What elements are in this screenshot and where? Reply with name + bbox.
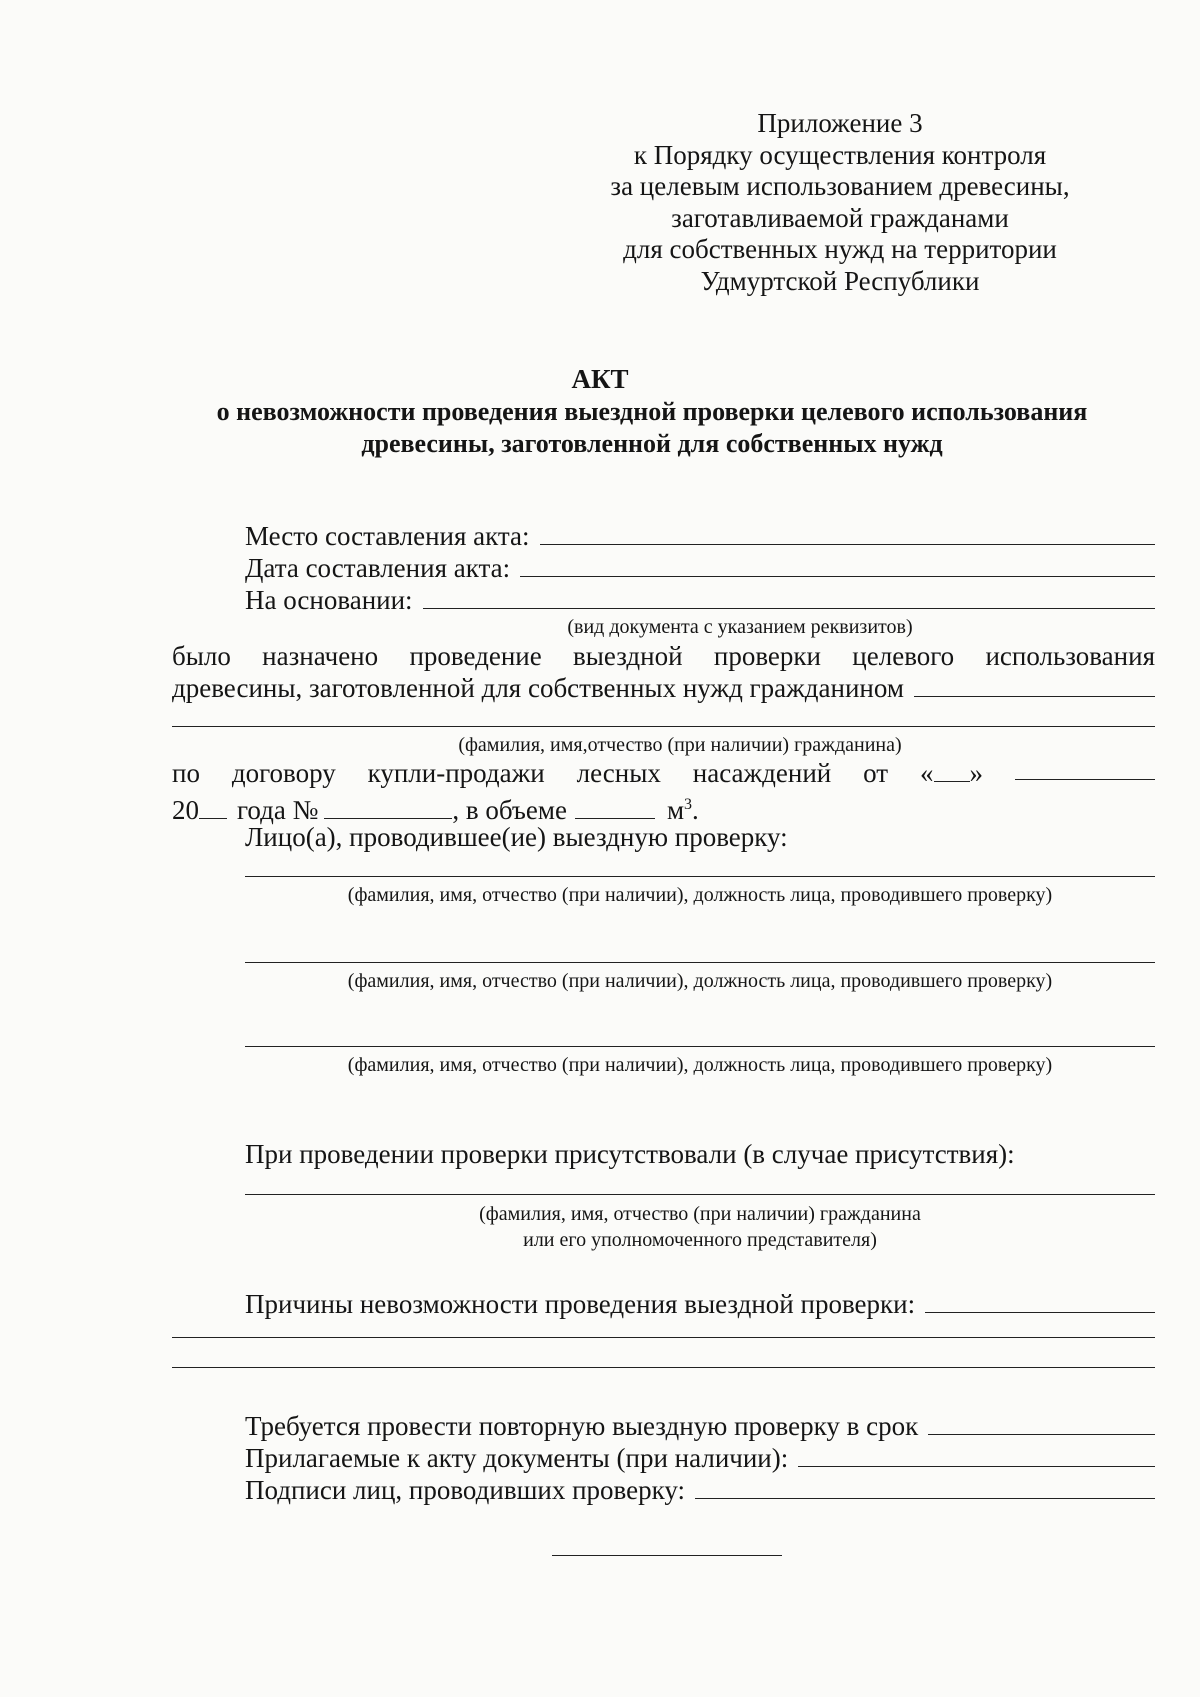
contract-day: « » (920, 758, 983, 788)
present-caption-2: или его уполномоченного представителя) (523, 1229, 877, 1251)
contract-number-field[interactable] (324, 796, 452, 819)
reasons-row (245, 1288, 1155, 1320)
inspector-line-1[interactable] (245, 876, 1155, 877)
body-word: купли-продажи (367, 758, 545, 788)
signatures-label: Подписи лиц, проводивших проверку: (245, 1475, 685, 1505)
body-word: выездной (573, 641, 683, 671)
document-subtitle (150, 396, 1154, 460)
end-separator (552, 1555, 782, 1556)
body-word: целевого (852, 641, 955, 671)
basis-field[interactable] (423, 586, 1155, 609)
repeat-row (245, 1410, 1155, 1442)
body-word: проверки (713, 641, 821, 671)
reasons-line-3[interactable] (172, 1367, 1155, 1368)
basis-row (245, 584, 1155, 616)
body-word: от (863, 758, 889, 788)
inspector-line-2[interactable] (245, 962, 1155, 963)
citizen-name-line[interactable] (172, 726, 1155, 727)
signatures-row (245, 1474, 1155, 1506)
inspectors-row (245, 821, 788, 853)
appendix-line: Приложение 3 (757, 108, 923, 138)
body-word: по (172, 758, 200, 788)
volume-unit: $м^3$. (666, 795, 699, 825)
subtitle-line: древесины, заготовленной для собственных нужд (361, 429, 943, 458)
day-field[interactable] (934, 759, 970, 782)
volume-field[interactable] (575, 796, 655, 819)
body-word: было (172, 641, 231, 671)
year-field[interactable] (199, 796, 227, 819)
month-field[interactable] (1015, 757, 1155, 780)
date-field[interactable] (520, 554, 1155, 577)
present-caption-1: (фамилия, имя, отчество (при наличии) гражданина (479, 1203, 921, 1225)
citizen-field[interactable] (914, 674, 1155, 697)
body-word: насаждений (692, 758, 832, 788)
inspector-caption-3: (фамилия, имя, отчество (при наличии), должность лица, проводившего проверку) (347, 1054, 1053, 1076)
date-label: Дата составления акта: (245, 553, 511, 583)
document-title: АКТ (571, 364, 629, 394)
citizen-label: древесины, заготовленной для собственных нужд гражданином (172, 673, 904, 703)
date-row (245, 552, 1155, 584)
place-label: Место составления акта: (245, 521, 530, 551)
reasons-line-2[interactable] (172, 1337, 1155, 1338)
year-prefix: 20 (172, 795, 199, 825)
present-row (245, 1138, 1015, 1170)
basis-caption: (вид документа с указанием реквизитов) (567, 616, 913, 638)
present-label: При проведении проверки присутствовали (в случае присутствия): (245, 1139, 1015, 1169)
basis-label: На основании: (245, 585, 413, 615)
body-word: договору (231, 758, 336, 788)
inspector-caption-2: (фамилия, имя, отчество (при наличии), должность лица, проводившего проверку) (347, 970, 1053, 992)
place-field[interactable] (540, 522, 1155, 545)
repeat-label: Требуется провести повторную выездную проверку в срок (245, 1411, 919, 1441)
body-line-2 (172, 672, 1155, 704)
appendix-line: заготавливаемой гражданами (671, 202, 1009, 233)
appendix-line: за целевым использованием древесины, (610, 171, 1070, 201)
body-line-1 (172, 640, 1155, 672)
inspector-caption-1: (фамилия, имя, отчество (при наличии), должность лица, проводившего проверку) (347, 884, 1053, 906)
volume-label: , в объеме (452, 795, 567, 825)
attached-field[interactable] (798, 1444, 1155, 1467)
reasons-label: Причины невозможности проведения выездной проверки: (245, 1289, 916, 1319)
body-word: лесных (576, 758, 661, 788)
body-word: использования (985, 641, 1155, 671)
year-number-label: года № (237, 795, 319, 825)
appendix-block (560, 108, 1120, 297)
repeat-field[interactable] (928, 1412, 1155, 1435)
body-line-3 (172, 757, 1155, 789)
subtitle-line: о невозможности проведения выездной проверки целевого использования (216, 397, 1088, 426)
signatures-field[interactable] (695, 1476, 1155, 1499)
place-row (245, 520, 1155, 552)
citizen-caption: (фамилия, имя,отчество (при наличии) гражданина) (458, 734, 902, 756)
appendix-line: к Порядку осуществления контроля (633, 139, 1047, 170)
appendix-line: Удмуртской Республики (700, 265, 980, 296)
appendix-line: для собственных нужд на территории (623, 234, 1057, 264)
inspector-line-3[interactable] (245, 1046, 1155, 1047)
attached-row (245, 1442, 1155, 1474)
attached-label: Прилагаемые к акту документы (при наличии): (245, 1443, 789, 1473)
reasons-field[interactable] (925, 1290, 1155, 1313)
inspectors-label: Лицо(а), проводившее(ие) выездную проверку: (245, 822, 788, 852)
body-word: назначено (262, 641, 379, 671)
body-word: проведение (409, 641, 542, 671)
present-line[interactable] (245, 1194, 1155, 1195)
